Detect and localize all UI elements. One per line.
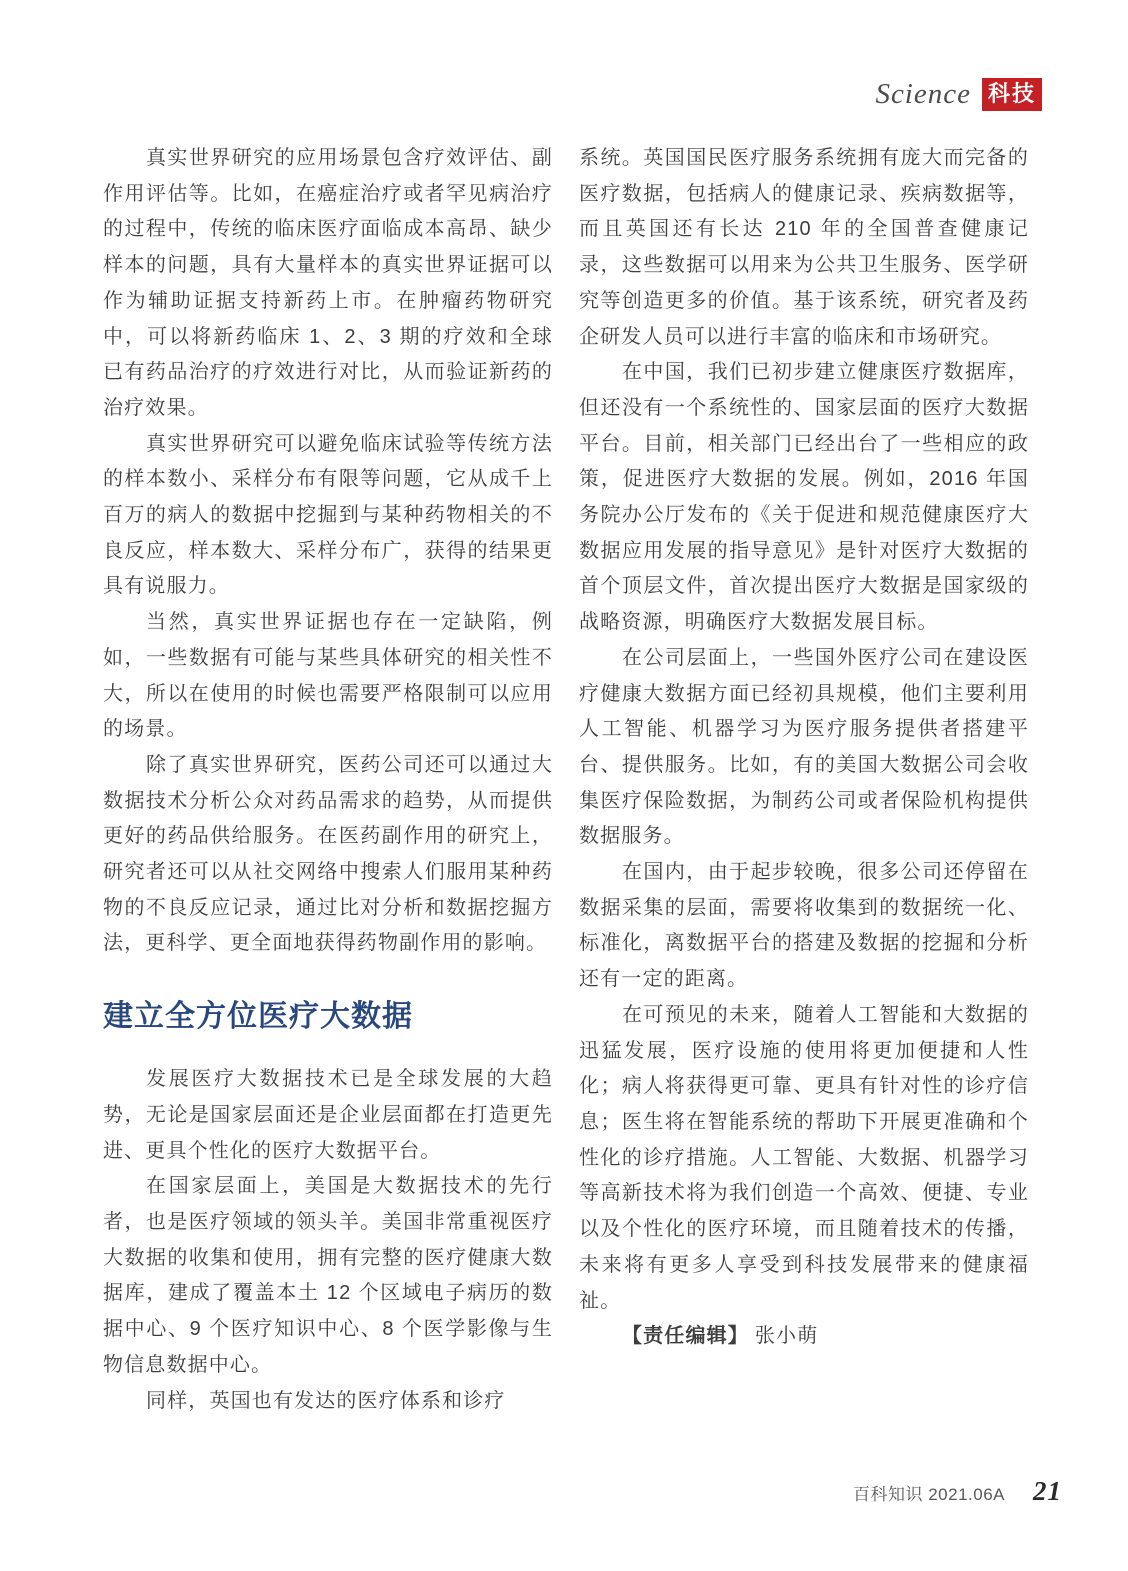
editor-credit-label: 【责任编辑】: [622, 1325, 749, 1348]
paragraph-uk-intro: 同样，英国也有发达的医疗体系和诊疗: [146, 1389, 506, 1412]
section-brand-science: Science: [875, 78, 971, 110]
page-number: 21: [1033, 1476, 1062, 1506]
paragraph-domestic-companies: 在国内，由于起步较晚，很多公司还停留在数据采集的层面，需要将收集到的数据统一化、标准化，离数据平台的搭建及数据的挖掘和分析还有一定的距离。: [579, 861, 1029, 991]
section-badge-keji: 科技: [982, 78, 1042, 111]
paragraph-avoid-trial-limits: 真实世界研究可以避免临床试验等传统方法的样本数小、采样分布有限等问题，它从成千上百万的病人的数据中挖掘到与某种药物相关的不良反应，样本数大、采样分布广，获得的结果更具有说服力。: [103, 432, 553, 598]
paragraph-real-world-applications: 真实世界研究的应用场景包含疗效评估、副作用评估等。比如，在癌症治疗或者罕见病治疗的过程中，传统的临床医疗面临成本高昂、缺少样本的问题，具有大量样本的真实世界证据可以作为辅助证据支持新药上市。在肿瘤药物研究中，可以将新药临床 1、2、3 期的疗效和全球已有药品治疗的疗效进行对比，从而验证新药的治疗效果。: [103, 147, 553, 419]
page-footer: [853, 1476, 1062, 1507]
paragraph-drug-demand-analysis: 除了真实世界研究，医药公司还可以通过大数据技术分析公众对药品需求的趋势，从而提供更好的药品供给服务。在医药副作用的研究上，研究者还可以从社交网络中搜索人们服用某种药物的不良反应记录，通过比对分析和数据挖掘方法，更科学、更全面地获得药物副作用的影响。: [103, 753, 553, 955]
paragraph-company-level-foreign: 在公司层面上，一些国外医疗公司在建设医疗健康大数据方面已经初具规模，他们主要利用人工智能、机器学习为医疗服务提供者搭建平台、提供服务。比如，有的美国大数据公司会收集医疗保险数据，为制药公司或者保险机构提供数据服务。: [579, 646, 1029, 848]
section-header: [875, 78, 1042, 111]
article-body: [103, 141, 1029, 1419]
editor-credit-name: 张小萌: [754, 1325, 819, 1348]
section-heading-medical-big-data: 建立全方位医疗大数据: [103, 1000, 413, 1034]
journal-issue-label: 百科知识 2021.06A: [852, 1485, 1005, 1504]
paragraph-global-trend: 发展医疗大数据技术已是全球发展的大趋势，无论是国家层面还是企业层面都在打造更先进、更具个性化的医疗大数据平台。: [103, 1068, 553, 1162]
paragraph-uk-nhs-continued: 系统。英国国民医疗服务系统拥有庞大而完备的医疗数据，包括病人的健康记录、疾病数据等，而且英国还有长达 210 年的全国普查健康记录，这些数据可以用来为公共卫生服务、医学研究等创造更多的价值。基于该系统，研究者及药企研发人员可以进行丰富的临床和市场研究。: [579, 147, 1029, 348]
paragraph-foreseeable-future: 在可预见的未来，随着人工智能和大数据的迅猛发展，医疗设施的使用将更加便捷和人性化；病人将获得更可靠、更具有针对性的诊疗信息；医生将在智能系统的帮助下开展更准确和个性化的诊疗措施。人工智能、大数据、机器学习等高新技术将为我们创造一个高效、便捷、专业以及个性化的医疗环境，而且随着技术的传播，未来将有更多人享受到科技发展带来的健康福祉。: [579, 1003, 1029, 1312]
paragraph-china-policy: 在中国，我们已初步建立健康医疗数据库，但还没有一个系统性的、国家层面的医疗大数据平台。目前，相关部门已经出台了一些相应的政策，促进医疗大数据的发展。例如，2016 年国务院办公厅发布的《关于促进和规范健康医疗大数据应用发展的指导意见》是针对医疗大数据的首个顶层文件，首次提出医疗大数据是国家级的战略资源，明确医疗大数据发展目标。: [579, 361, 1029, 634]
right-column: [579, 141, 1029, 1419]
paragraph-evidence-drawbacks: 当然，真实世界证据也存在一定缺陷，例如，一些数据有可能与某些具体研究的相关性不大，所以在使用的时候也需要严格限制可以应用的场景。: [103, 611, 553, 741]
editor-credit: [579, 1319, 1029, 1355]
left-column: [103, 141, 553, 1419]
paragraph-usa-national-level: 在国家层面上，美国是大数据技术的先行者，也是医疗领域的领头羊。美国非常重视医疗大数据的收集和使用，拥有完整的医疗健康大数据库，建成了覆盖本土 12 个区域电子病历的数据中心、9 个医疗知识中心、8 个医学影像与生物信息数据中心。: [103, 1175, 553, 1376]
